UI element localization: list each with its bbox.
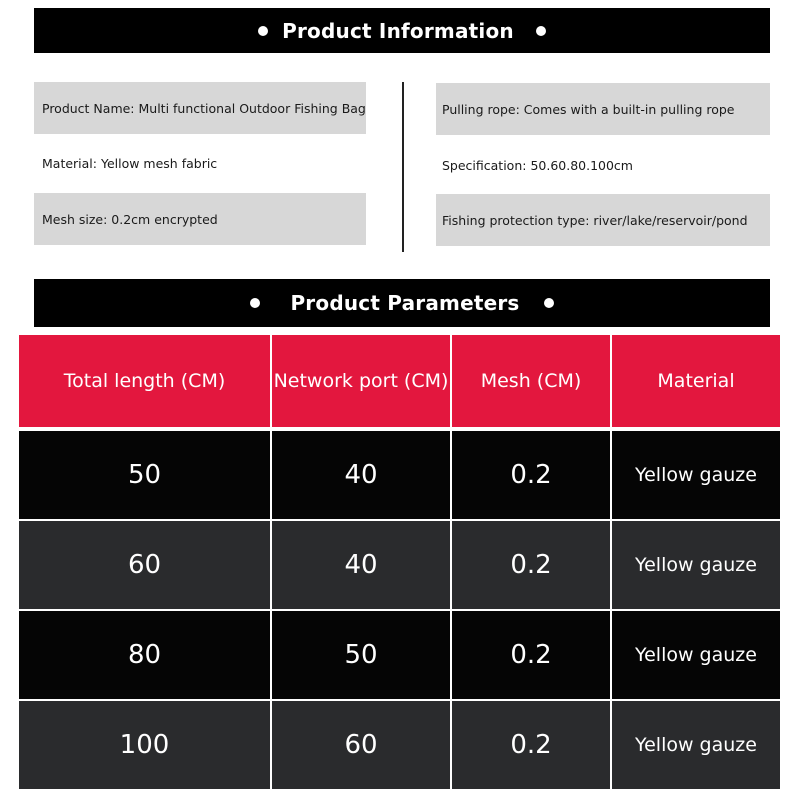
column-divider	[402, 82, 404, 252]
cell-total-length: 50	[19, 429, 271, 520]
cell-network-port: 40	[271, 520, 451, 610]
cell-mesh: 0.2	[451, 700, 611, 789]
info-pulling-rope: Pulling rope: Comes with a built-in pulling rope	[436, 83, 770, 135]
bullet-dot-icon	[536, 26, 546, 36]
cell-total-length: 80	[19, 610, 271, 700]
table-row	[19, 610, 780, 700]
cell-network-port: 50	[271, 610, 451, 700]
bullet-dot-icon	[250, 298, 260, 308]
cell-material: Yellow gauze	[611, 520, 780, 610]
info-mesh-size: Mesh size: 0.2cm encrypted	[34, 193, 366, 245]
cell-network-port: 40	[271, 429, 451, 520]
cell-material: Yellow gauze	[611, 610, 780, 700]
cell-total-length: 100	[19, 700, 271, 789]
cell-mesh: 0.2	[451, 610, 611, 700]
banner-title: Product Parameters	[290, 291, 520, 315]
table-row	[19, 520, 780, 610]
cell-mesh: 0.2	[451, 520, 611, 610]
cell-mesh: 0.2	[451, 429, 611, 520]
header-mesh: Mesh (CM)	[451, 335, 611, 429]
cell-material: Yellow gauze	[611, 429, 780, 520]
cell-material: Yellow gauze	[611, 700, 780, 789]
info-material: Material: Yellow mesh fabric	[42, 155, 218, 171]
table-row	[19, 429, 780, 520]
cell-total-length: 60	[19, 520, 271, 610]
product-information-banner	[34, 8, 770, 53]
header-network-port: Network port (CM)	[271, 335, 451, 429]
bullet-dot-icon	[258, 26, 268, 36]
header-total-length: Total length (CM)	[19, 335, 271, 429]
info-product-name: Product Name: Multi functional Outdoor Fishing Bag	[34, 82, 366, 134]
table-row	[19, 700, 780, 789]
table-header-row	[19, 335, 780, 429]
product-parameters-banner	[34, 279, 770, 327]
bullet-dot-icon	[544, 298, 554, 308]
header-material: Material	[611, 335, 780, 429]
info-specification: Specification: 50.60.80.100cm	[442, 157, 633, 173]
parameters-table	[19, 335, 780, 789]
banner-title: Product Information	[282, 18, 514, 43]
info-fishing-protection-type: Fishing protection type: river/lake/reservoir/pond	[436, 194, 770, 246]
cell-network-port: 60	[271, 700, 451, 789]
